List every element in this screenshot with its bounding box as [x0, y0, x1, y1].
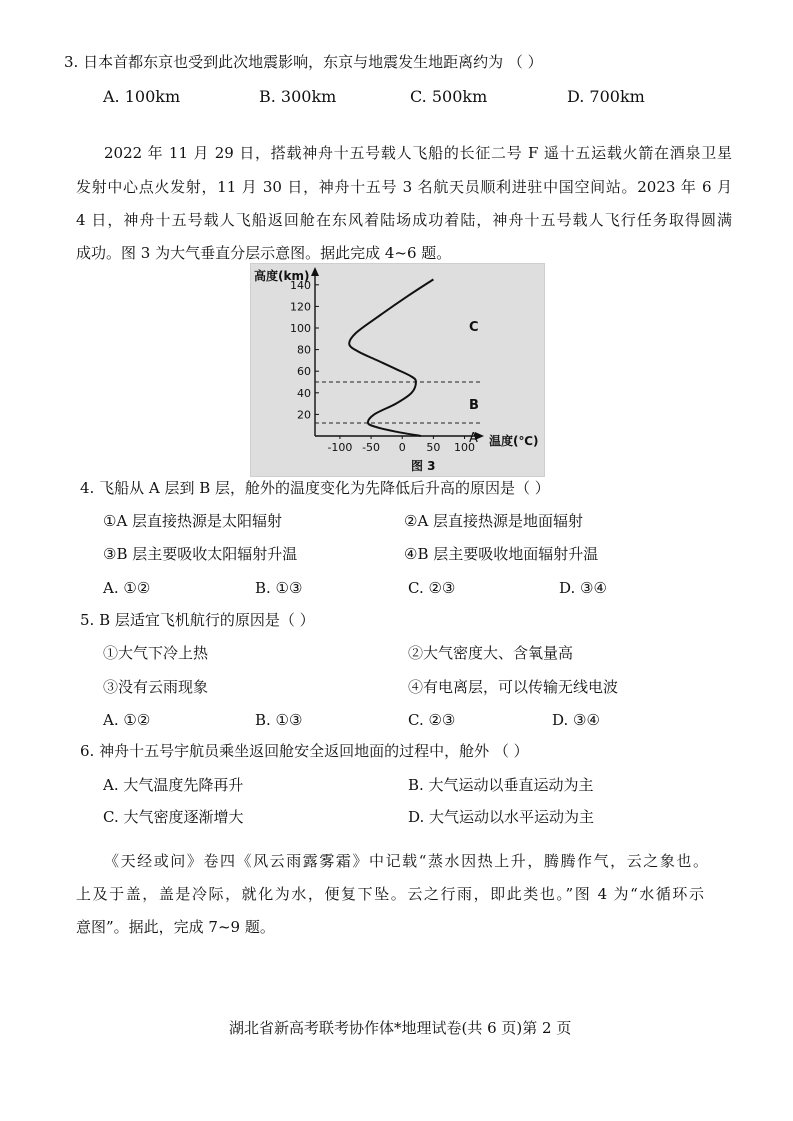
y-tick-label: 80 — [297, 343, 311, 357]
temperature-profile-curve — [349, 279, 433, 436]
y-tick-label: 40 — [297, 386, 311, 400]
q5-item-3: ③没有云雨现象 — [103, 678, 209, 696]
q6-option-a: A. 大气温度先降再升 — [103, 776, 244, 794]
figure-3-atmosphere-diagram — [250, 263, 545, 477]
q5-option-d: D. ③④ — [552, 711, 600, 729]
passage1-line-4: 成功。图 3 为大气垂直分层示意图。据此完成 4~6 题。 — [76, 244, 452, 262]
x-tick-label: 100 — [454, 441, 476, 454]
passage1-line-3: 4 日，神舟十五号载人飞船返回舱在东风着陆场成功着陆，神舟十五号载人飞行任务取得圆满 — [76, 211, 732, 229]
layer-label-b: B — [469, 398, 479, 413]
x-tick-group — [327, 436, 475, 454]
passage2-line-1: 《天经或问》卷四《风云雨露雾霜》中记载“蒸水因热上升，腾腾作气，云之象也。 — [104, 852, 708, 870]
figure-3-svg — [251, 264, 544, 476]
y-tick-label: 140 — [290, 278, 311, 292]
q4-option-d: D. ③④ — [559, 579, 607, 597]
x-tick-label: 0 — [398, 441, 406, 454]
q6-option-b: B. 大气运动以垂直运动为主 — [408, 776, 594, 794]
q6-stem: 6. 神舟十五号宇航员乘坐返回舱安全返回地面的过程中，舱外 （ ） — [80, 742, 529, 760]
q5-option-a: A. ①② — [103, 711, 151, 729]
y-tick-label: 60 — [297, 365, 311, 379]
figure-3-caption: 图 3 — [411, 459, 436, 473]
y-axis-arrow — [311, 267, 319, 276]
y-tick-label: 20 — [297, 408, 311, 422]
x-tick-label: 50 — [426, 441, 441, 454]
layer-label-a: A — [469, 431, 478, 446]
y-tick-label: 100 — [290, 322, 311, 335]
passage2-line-2: 上及于盖，盖是冷际，就化为水，便复下坠。云之行雨，即此类也。”图 4 为“水循环示 — [76, 885, 704, 903]
layer-label-c: C — [469, 320, 479, 335]
q3-option-b: B. 300km — [259, 87, 337, 106]
q5-item-1: ①大气下冷上热 — [103, 644, 209, 662]
passage1-line-1: 2022 年 11 月 29 日，搭载神舟十五号载人飞船的长征二号 F 遥十五运载火箭在酒泉卫星 — [104, 144, 732, 162]
y-tick-label: 120 — [290, 300, 311, 314]
q5-item-2: ②大气密度大、含氧量高 — [408, 644, 574, 662]
q4-option-c: C. ②③ — [408, 579, 456, 597]
q4-item-3: ③B 层主要吸收太阳辐射升温 — [103, 545, 298, 563]
passage2-line-3: 意图”。据此，完成 7~9 题。 — [76, 918, 275, 936]
q4-item-4: ④B 层主要吸收地面辐射升温 — [404, 545, 599, 563]
q6-option-d: D. 大气运动以水平运动为主 — [408, 808, 595, 826]
x-axis-label: 温度(℃) — [489, 434, 539, 448]
q3-option-a: A. 100km — [103, 87, 181, 106]
q3-stem: 3. 日本首都东京也受到此次地震影响，东京与地震发生地距离约为 （ ） — [64, 53, 543, 71]
q4-stem: 4. 飞船从 A 层到 B 层，舱外的温度变化为先降低后升高的原因是（ ） — [80, 479, 550, 497]
passage1-line-2: 发射中心点火发射，11 月 30 日，神舟十五号 3 名航天员顺利进驻中国空间站。2023 年 6 月 — [76, 178, 732, 196]
q5-item-4: ④有电离层，可以传输无线电波 — [408, 678, 619, 696]
x-tick-label: -50 — [362, 441, 381, 454]
q5-option-c: C. ②③ — [408, 711, 456, 729]
q3-option-d: D. 700km — [567, 87, 645, 106]
q4-item-2: ②A 层直接热源是地面辐射 — [404, 512, 584, 530]
q5-stem: 5. B 层适宜飞机航行的原因是（ ） — [80, 611, 315, 629]
page-footer: 湖北省新高考联考协作体*地理试卷(共 6 页)第 2 页 — [229, 1019, 572, 1037]
q4-item-1: ①A 层直接热源是太阳辐射 — [103, 512, 283, 530]
y-axis-label: 高度(km) — [254, 269, 310, 283]
q3-option-c: C. 500km — [410, 87, 488, 106]
q4-option-b: B. ①③ — [255, 579, 303, 597]
q4-option-a: A. ①② — [103, 579, 151, 597]
x-tick-label: -100 — [327, 441, 353, 454]
q5-option-b: B. ①③ — [255, 711, 303, 729]
q6-option-c: C. 大气密度逐渐增大 — [103, 808, 244, 826]
